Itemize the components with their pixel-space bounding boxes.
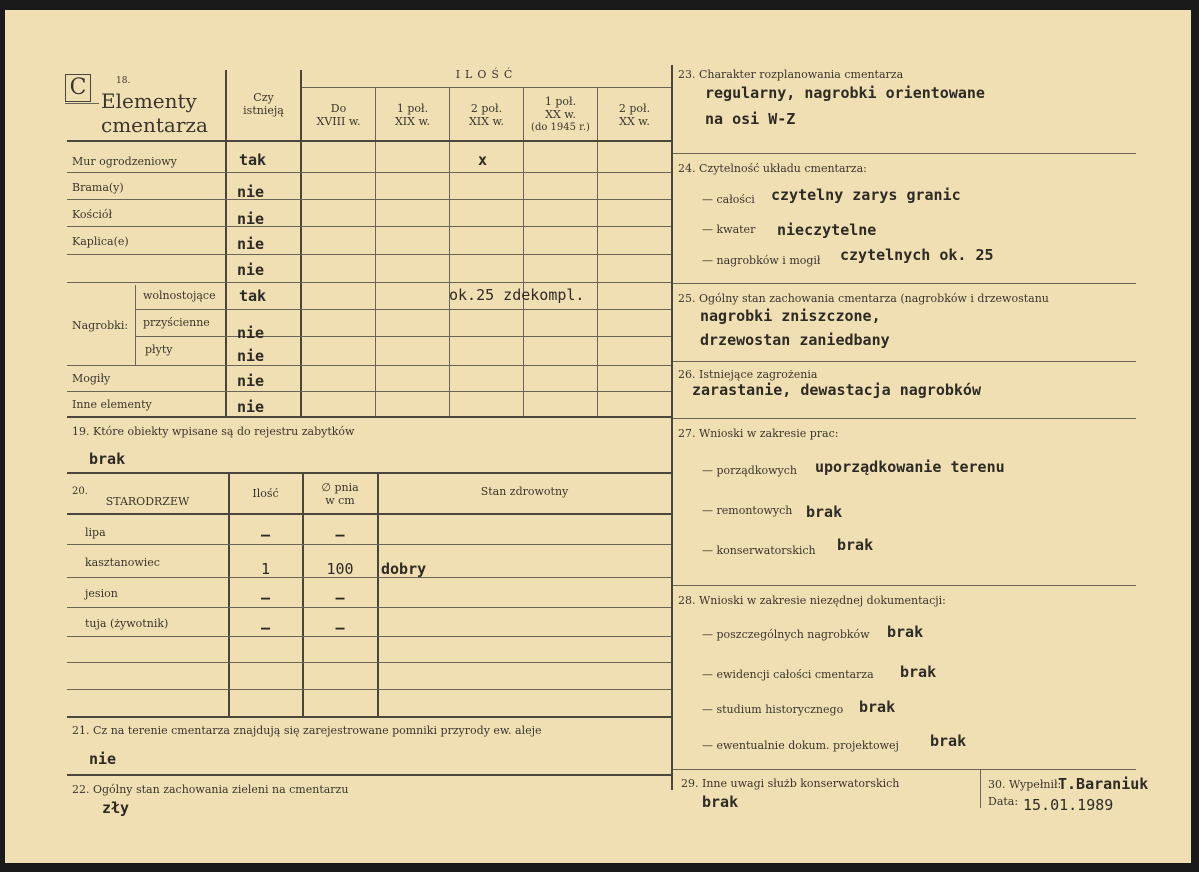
row-line	[673, 418, 1136, 419]
q27-konserwatorskich-label: — konserwatorskich	[702, 544, 816, 557]
q27-porzadkowych-label: — porządkowych	[702, 464, 797, 477]
period-col-header: 2 poł. XIX w.	[468, 102, 505, 128]
row-line	[67, 140, 671, 142]
row-label-kosciol: Kościół	[72, 208, 113, 221]
q30-label: 30. Wypełnił:	[988, 778, 1062, 791]
main-divider	[671, 65, 673, 790]
row-line	[67, 416, 671, 418]
row-label-plyty: płyty	[145, 343, 173, 356]
q28-d-label: — ewentualnie dokum. projektowej	[702, 739, 899, 752]
q24-calosci-label: — całości	[702, 193, 755, 206]
value-brama: nie	[237, 183, 265, 201]
nagrobki-label: Nagrobki:	[72, 319, 129, 332]
q24-kwater-label: — kwater	[702, 223, 756, 236]
q28-d: brak	[930, 732, 967, 750]
row-line	[673, 585, 1136, 586]
q24-nagrobkow-label: — nagrobków i mogił	[702, 254, 821, 267]
row-label-przyscienne: przyścienne	[143, 316, 210, 329]
q24-label: 24. Czytelność układu cmentarza:	[678, 162, 867, 175]
value-kaplica: nie	[237, 235, 265, 253]
q20-col-diam: ∅ pnia w cm	[321, 481, 359, 507]
section-title-line2: cmentarza	[101, 113, 208, 137]
tree-qty: 1	[260, 560, 271, 578]
section-underline	[65, 103, 99, 104]
row-label-mur: Mur ogrodzeniowy	[72, 155, 177, 168]
value-kosciol: nie	[237, 210, 265, 228]
row-label-kaplica: Kaplica(e)	[72, 235, 129, 248]
row-line	[673, 283, 1136, 284]
value-mur: tak	[239, 151, 267, 169]
row-line	[673, 769, 1136, 770]
tree-diam: 100	[326, 560, 354, 578]
exists-col-line2: istnieją	[243, 103, 284, 117]
value-plyty: nie	[237, 347, 265, 365]
row-label-inne: Inne elementy	[72, 398, 152, 411]
value-mogily: nie	[237, 372, 265, 390]
tree-health: dobry	[381, 560, 427, 578]
tree-qty: –	[260, 619, 271, 637]
period-col-header: Do XVIII w.	[316, 102, 361, 128]
row-line	[67, 716, 671, 718]
row-line	[673, 153, 1136, 154]
q27-konserwatorskich: brak	[837, 536, 874, 554]
value-mur-period3: x	[478, 151, 488, 169]
q30-date-label: Data:	[988, 795, 1019, 808]
q30-date: 15.01.1989	[1023, 796, 1114, 814]
exists-col-line1: Czy	[253, 91, 274, 104]
q25-line2: drzewostan zaniedbany	[700, 331, 890, 349]
q27-remontowych-label: — remontowych	[702, 504, 793, 517]
row-line	[67, 472, 671, 474]
q23-label: 23. Charakter rozplanowania cmentarza	[678, 68, 904, 81]
section-number: 18.	[116, 76, 131, 86]
value-empty-row: nie	[237, 261, 265, 279]
row-label-mogily: Mogiły	[72, 372, 111, 385]
tree-diam: –	[335, 589, 345, 607]
col-divider	[597, 88, 598, 417]
row-line	[673, 361, 1136, 362]
value-inne: nie	[237, 398, 265, 416]
q28-a: brak	[887, 623, 924, 641]
ilosc-header: ILOŚĆ	[455, 68, 518, 81]
row-line	[135, 309, 671, 310]
q20-col-qty: Ilość	[252, 487, 279, 500]
tree-name: lipa	[85, 526, 106, 539]
row-label-brama: Brama(y)	[72, 181, 124, 194]
row-line	[67, 607, 671, 608]
q27-remontowych: brak	[806, 503, 843, 521]
row-line	[67, 254, 671, 255]
row-line	[67, 689, 671, 690]
q20-col-name: STARODRZEW	[105, 495, 190, 508]
q29-answer: brak	[702, 793, 739, 811]
q22-answer: zły	[102, 799, 130, 817]
q26-answer: zarastanie, dewastacja nagrobków	[692, 381, 981, 399]
tree-name: jesion	[85, 587, 118, 600]
value-wolnostojace: tak	[239, 287, 267, 305]
q28-label: 28. Wnioski w zakresie niezędnej dokumentacji:	[678, 594, 946, 607]
q25-label: 25. Ogólny stan zachowania cmentarza (nagrobków i drzewostanu	[678, 292, 1049, 305]
row-line	[67, 282, 671, 283]
col-divider	[523, 88, 524, 417]
q27-label: 27. Wnioski w zakresie prac:	[678, 427, 839, 440]
q23-line2: na osi W-Z	[705, 110, 796, 128]
q20-number: 20.	[72, 486, 88, 497]
q24-nagrobkow: czytelnych ok. 25	[840, 246, 994, 264]
section-title-line1: Elementy	[101, 89, 197, 113]
row-line	[67, 662, 671, 663]
tree-qty: –	[260, 589, 271, 607]
col-divider	[377, 474, 379, 717]
q28-a-label: — poszczególnych nagrobków	[702, 628, 870, 641]
q28-c-label: — studium historycznego	[702, 703, 844, 716]
tree-name: tuja (żywotnik)	[85, 617, 169, 630]
q27-porzadkowych: uporządkowanie terenu	[815, 458, 1005, 476]
q21-answer: nie	[89, 750, 117, 768]
row-line	[67, 365, 671, 366]
q19-label: 19. Które obiekty wpisane są do rejestru zabytków	[72, 425, 355, 438]
tree-diam: –	[335, 619, 345, 637]
section-letter: C	[65, 74, 91, 102]
tree-diam: –	[335, 526, 345, 544]
row-line	[67, 226, 671, 227]
period-col-header: 2 poł. XX w.	[618, 102, 651, 128]
row-line	[67, 172, 671, 173]
col-divider	[980, 770, 981, 808]
q22-label: 22. Ogólny stan zachowania zieleni na cmentarzu	[72, 783, 349, 796]
col-divider	[375, 88, 376, 417]
q28-c: brak	[859, 698, 896, 716]
row-line	[67, 391, 671, 392]
q23-line1: regularny, nagrobki orientowane	[705, 84, 985, 102]
q24-calosci: czytelny zarys granic	[771, 186, 961, 204]
period-col-header: 1 poł. XIX w.	[394, 102, 431, 128]
tree-name: kasztanowiec	[85, 556, 160, 569]
nagrobki-divider	[135, 285, 136, 365]
q28-b: brak	[900, 663, 937, 681]
q20-col-health: Stan zdrowotny	[480, 485, 569, 498]
ilosc-underline	[302, 87, 671, 88]
row-line	[67, 544, 671, 545]
exists-col-header	[227, 92, 300, 117]
row-line	[135, 336, 671, 337]
q25-line1: nagrobki zniszczone,	[700, 307, 881, 325]
value-wolnostojace-period3: ok.25 zdekompl.	[449, 286, 585, 304]
row-label-wolnostojace: wolnostojące	[143, 289, 216, 302]
q21-label: 21. Cz na terenie cmentarza znajdują się zarejestrowane pomniki przyrody ew. aleje	[72, 724, 542, 737]
q29-label: 29. Inne uwagi służb konserwatorskich	[681, 777, 900, 790]
period-col-header: 1 poł. XX w. (do 1945 r.)	[531, 95, 590, 134]
row-line	[67, 199, 671, 200]
value-przyscienne: nie	[237, 324, 265, 342]
q28-b-label: — ewidencji całości cmentarza	[702, 668, 874, 681]
q30-filled-by: T.Baraniuk	[1058, 775, 1149, 793]
tree-qty: –	[260, 526, 271, 544]
q19-answer: brak	[89, 450, 126, 468]
col-divider	[449, 88, 450, 417]
row-line	[67, 513, 671, 515]
q24-kwater: nieczytelne	[777, 221, 877, 239]
q26-label: 26. Istniejące zagrożenia	[678, 368, 818, 381]
row-line	[67, 774, 671, 776]
inventory-card	[5, 10, 1191, 863]
